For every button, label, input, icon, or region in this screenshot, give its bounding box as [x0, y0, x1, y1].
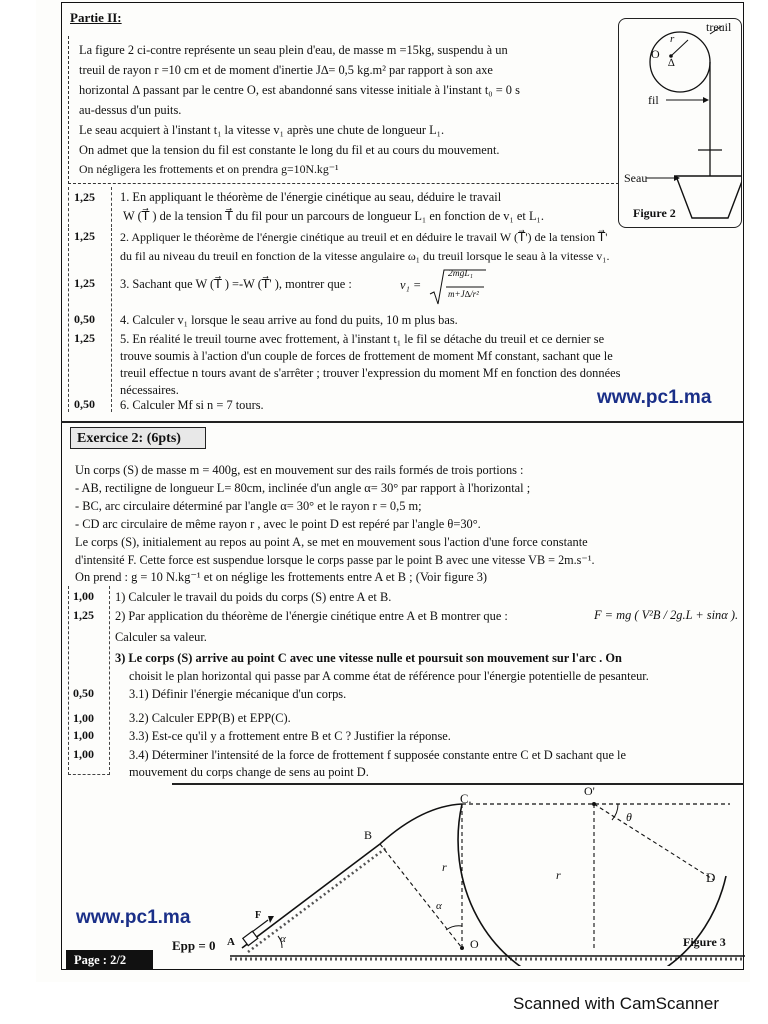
label-alpha-o: α — [436, 900, 442, 912]
intro-line: horizontal ∆ passant par le centre O, est abandonné sans vitesse initiale à l'instant t₀ = 0 s — [79, 83, 520, 97]
question-line: 2) Par application du théorème de l'énergie cinétique entre A et B montrer que : — [115, 609, 508, 623]
question-line: 3.3) Est-ce qu'il y a frottement entre B et C ? Justifier la réponse. — [129, 729, 451, 743]
label-F: F — [255, 910, 262, 921]
figure-divider — [172, 783, 744, 785]
question-line: 6. Calculer Mf si n = 7 tours. — [120, 398, 264, 412]
dashed-BO — [380, 844, 462, 948]
intro-line: La figure 2 ci-contre représente un seau plein d'eau, de masse m =15kg, suspendu à un — [79, 43, 508, 57]
ex2-intro-line: - BC, arc circulaire déterminé par l'angle α= 30° et le rayon r = 0,5 m; — [75, 499, 422, 513]
question-line: choisit le plan horizontal qui passe par A comme état de référence pour l'énergie potentielle de pesanteur. — [129, 669, 649, 683]
intro-line: au-dessus d'un puits. — [79, 103, 182, 117]
question-line: 1) Calculer le travail du poids du corps (S) entre A et B. — [115, 590, 392, 604]
point-O — [460, 946, 464, 950]
ex2-intro-line: d'intensité F. Cette force est suspendue lorsque le corps passe par le point B avec une vitesse VB = 2m.s⁻¹. — [75, 553, 595, 567]
exercice2-title: Exercice 2: (6pts) — [70, 427, 206, 449]
section-divider — [61, 421, 744, 423]
question-line: mouvement du corps change de sens au point D. — [129, 765, 369, 779]
score-badge: 1,25 — [74, 331, 95, 345]
label-delta: ∆ — [668, 57, 675, 69]
label-r: r — [670, 33, 675, 45]
label-fil: fil — [648, 93, 659, 107]
label-o: O — [651, 47, 660, 61]
score-badge: 1,25 — [74, 276, 95, 290]
label-r-left: r — [442, 860, 447, 874]
question-line: 5. En réalité le treuil tourne avec frottement, à l'instant t₁ le fil se détache du treuil et ce dernier se — [120, 332, 605, 346]
question-line: treuil effectue n tours avant de s'arrêter ; trouver l'expression du moment Mf en fonction des données — [120, 366, 621, 380]
label-epp: Epp = 0 — [172, 938, 216, 953]
point-O2 — [592, 802, 596, 806]
label-D: D — [706, 870, 716, 885]
intro-line: treuil de rayon r =10 cm et de moment d'inertie J∆= 0,5 kg.m² par rapport à son axe — [79, 63, 493, 77]
question-line: Calculer sa valeur. — [115, 630, 207, 644]
ex2-intro-line: Le corps (S), initialement au repos au point A, se met en mouvement sous l'action d'une force constante — [75, 535, 588, 549]
incline-AB — [242, 844, 380, 948]
score-badge: 1,25 — [74, 190, 95, 204]
question-line: nécessaires. — [120, 383, 179, 397]
ex2-intro-line: Un corps (S) de masse m = 400g, est en mouvement sur des rails formés de trois portions : — [75, 463, 524, 477]
score-badge: 1,00 — [73, 728, 94, 742]
score-badge: 0,50 — [74, 397, 95, 411]
formula-denominator: m+J∆/r² — [448, 289, 479, 299]
formula-F: F = mg ( V²B / 2g.L + sinα ). — [594, 608, 739, 622]
score-badge: 1,00 — [73, 711, 94, 725]
label-treuil: treuil — [706, 20, 732, 34]
score-badge: 1,00 — [73, 747, 94, 761]
figure-3-diagram — [150, 786, 750, 966]
incline-hatch — [248, 848, 386, 952]
formula-numerator: 2mgL₁ — [448, 269, 473, 279]
score-badge: 0,50 — [73, 686, 94, 700]
dashed-O2D — [594, 804, 714, 880]
fil-arrowhead — [703, 97, 709, 103]
bucket — [676, 176, 742, 218]
formula-lhs: v₁ = — [400, 278, 422, 292]
page-number: Page : 2/2 — [66, 950, 153, 970]
alpha-arc-o — [446, 926, 462, 930]
theta-arc — [612, 804, 618, 820]
intro-line: Le seau acquiert à l'instant t₁ la vitesse v₁ après une chute de longueur L₁. — [79, 123, 445, 137]
question-line: 3) Le corps (S) arrive au point C avec une vitesse nulle et poursuit son mouvement sur l'arc . On — [115, 651, 622, 665]
figure-2-diagram — [618, 18, 742, 228]
question-line: trouve soumis à l'action d'un couple de forces de frottement de moment Mf constant, sachant que le — [120, 349, 613, 363]
question-line: 3.1) Définir l'énergie mécanique d'un corps. — [129, 687, 347, 701]
force-F-arrowhead — [268, 916, 274, 923]
label-A: A — [227, 936, 235, 948]
score-badge: 0,50 — [74, 312, 95, 326]
ex2-intro-line: - CD arc circulaire de même rayon r , avec le point D est repéré par l'angle θ=30°. — [75, 517, 481, 531]
body-S — [243, 931, 258, 945]
question-line: W (T⃗ ) de la tension T⃗ du fil pour un parcours de longueur L₁ en fonction de v₁ et L₁. — [123, 209, 544, 223]
label-C: C. — [460, 792, 472, 806]
question-line: 3.2) Calculer EPP(B) et EPP(C). — [129, 711, 291, 725]
label-O: O — [470, 937, 479, 951]
score-badge: 1,00 — [73, 589, 94, 603]
arc-BC — [380, 804, 462, 844]
score-badge: 1,25 — [73, 608, 94, 622]
camscanner-watermark: Scanned with CamScanner — [513, 994, 720, 1013]
partie2-title: Partie II: — [70, 10, 122, 25]
question-line: 4. Calculer v₁ lorsque le seau arrive au fond du puits, 10 m plus bas. — [120, 313, 458, 327]
question-line: 3. Sachant que W (T⃗ ) =-W (T⃗' ), montrer que : — [120, 277, 352, 291]
score-badge: 1,25 — [74, 229, 95, 243]
question-line: 1. En appliquant le théorème de l'énergie cinétique au seau, déduire le travail — [120, 190, 502, 204]
question-line: du fil au niveau du treuil en fonction de la vitesse angulaire ω₁ du treuil lorsque le seau à la vitesse v₁. — [120, 249, 610, 263]
treuil-circle — [650, 32, 710, 92]
question-line: 2. Appliquer le théorème de l'énergie cinétique au treuil et en déduire le travail W (T⃗') de la tension T⃗' — [120, 230, 608, 244]
intro-line: On admet que la tension du fil est constante le long du fil et au cours du mouvement. — [79, 143, 500, 157]
label-seau: Seau — [624, 171, 648, 185]
website-link-top[interactable]: www.pc1.ma — [597, 387, 712, 408]
label-alpha-a: α — [280, 933, 286, 945]
figure-3-label: Figure 3 — [683, 935, 726, 949]
intro-line: On négligera les frottements et on prendra g=10N.kg⁻¹ — [79, 162, 339, 176]
website-link-bottom[interactable]: www.pc1.ma — [76, 907, 191, 928]
label-B: B — [364, 828, 373, 842]
label-r-right: r — [556, 868, 561, 882]
label-theta: θ — [626, 810, 632, 824]
question-line: 3.4) Déterminer l'intensité de la force de frottement f supposée constante entre C et D sachant que le — [129, 748, 626, 762]
ex2-intro-line: - AB, rectiligne de longueur L= 80cm, inclinée d'un angle α= 30° par rapport à l'horizontal ; — [75, 481, 531, 495]
label-O2: O' — [584, 784, 595, 798]
figure-2-label: Figure 2 — [633, 206, 676, 220]
ex2-intro-line: On prend : g = 10 N.kg⁻¹ et on néglige les frottements entre A et B ; (Voir figure 3) — [75, 570, 488, 584]
